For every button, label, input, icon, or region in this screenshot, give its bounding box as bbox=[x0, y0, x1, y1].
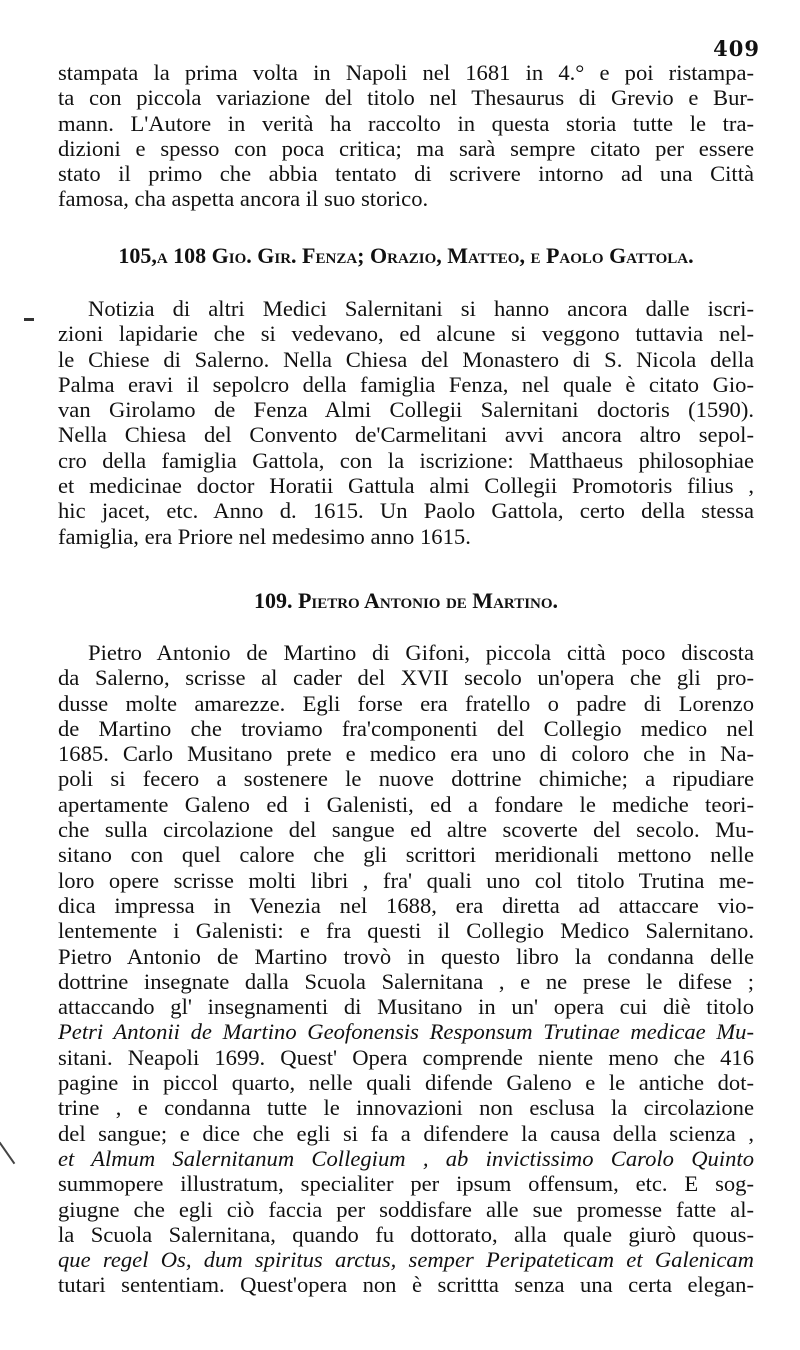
page-number: 409 bbox=[713, 36, 760, 61]
text-line: zioni lapidarie che si vedevano, ed alcune si veggono tuttavia nel- bbox=[58, 321, 754, 347]
text-line: sitani. Neapoli 1699. Quest' Opera comprende niente meno che 416 bbox=[58, 1044, 754, 1070]
text-line: dusse molte amarezze. Egli forse era fratello o padre di Lorenzo bbox=[58, 690, 754, 716]
text-line: de Martino che troviamo fra'componenti del Collegio medico nel bbox=[58, 715, 754, 741]
text-line: mann. L'Autore in verità ha raccolto in questa storia tutte le tra- bbox=[58, 110, 754, 136]
text-line: famiglia, era Priore nel medesimo anno 1615. bbox=[58, 523, 471, 549]
section-109-body bbox=[58, 640, 754, 1298]
text-line: da Salerno, scrisse al cader del XVII secolo un'opera che gli pro- bbox=[58, 665, 754, 691]
text-line: ta con piccola variazione del titolo nel Thesaurus di Grevio e Bur- bbox=[58, 85, 754, 111]
text-line: tutari sententiam. Quest'opera non è scrittta senza una certa elegan- bbox=[58, 1272, 754, 1298]
text-line: famosa, cha aspetta ancora il suo storico. bbox=[58, 186, 429, 212]
text-line: la Scuola Salernitana, quando fu dottorato, alla quale giurò quous- bbox=[58, 1221, 754, 1247]
text-line: poli si fecero a sostenere le nuove dottrine chimiche; a ripudiare bbox=[58, 766, 754, 792]
text-line: lentemente i Galenisti: e fra questi il Collegio Medico Salernitano. bbox=[58, 918, 754, 944]
text-line: dica impressa in Venezia nel 1688, era diretta ad attaccare vio- bbox=[58, 892, 754, 918]
text-line: Pietro Antonio de Martino di Gifoni, piccola città poco discosta bbox=[88, 640, 754, 665]
text-line: del sangue; e dice che egli si fa a difendere la causa della scienza , bbox=[58, 1120, 754, 1146]
section-heading-109: 109. Pietro Antonio de Martino. bbox=[253, 588, 559, 613]
text-line: sitano con quel calore che gli scrittori meridionali mettono nelle bbox=[58, 842, 754, 868]
text-line: et Almum Salernitanum Collegium , ab invictissimo Carolo Quinto bbox=[58, 1145, 754, 1171]
text-line: hic jacet, etc. Anno d. 1615. Un Paolo Gattola, certo della stessa bbox=[58, 498, 754, 524]
text-line: Notizia di altri Medici Salernitani si hanno ancora dalle iscri- bbox=[88, 296, 754, 321]
text-line: pagine in piccol quarto, nelle quali difende Galeno e le antiche dot- bbox=[58, 1070, 754, 1096]
margin-mark bbox=[24, 318, 34, 321]
text-line: 1685. Carlo Musitano prete e medico era uno di coloro che in Na- bbox=[58, 741, 754, 767]
text-line: che sulla circolazione del sangue ed altre scoverte del secolo. Mu- bbox=[58, 817, 754, 843]
intro-paragraph bbox=[58, 60, 754, 212]
text-line: cro della famiglia Gattola, con la iscrizione: Matthaeus philosophiae bbox=[58, 447, 754, 473]
text-line: summopere illustratum, specialiter per ipsum offensum, etc. E sog- bbox=[58, 1171, 754, 1197]
text-line: Petri Antonii de Martino Geofonensis Responsum Trutinae medicae Mu- bbox=[58, 1019, 754, 1045]
text-line: Palma eravi il sepolcro della famiglia Fenza, nel quale è citato Gio- bbox=[58, 371, 754, 397]
text-line: Nella Chiesa del Convento de'Carmelitani avvi ancora altro sepol- bbox=[58, 422, 754, 448]
text-line: Pietro Antonio de Martino trovò in questo libro la condanna delle bbox=[58, 943, 754, 969]
text-line: et medicinae doctor Horatii Gattula almi Collegii Promotoris filius , bbox=[58, 473, 754, 499]
section-105-body bbox=[58, 296, 754, 549]
text-line: dottrine insegnate dalla Scuola Salernitana , e ne prese le difese ; bbox=[58, 968, 754, 994]
section-heading-105: 105,a 108 Gio. Gir. Fenza; Orazio, Matteo, e Paolo Gattola. bbox=[118, 243, 694, 268]
text-line: que regel Os, dum spiritus arctus, semper Peripateticam et Galenicam bbox=[58, 1247, 754, 1273]
text-line: giugne che egli ciò faccia per soddisfare alle sue promesse fatte al- bbox=[58, 1196, 754, 1222]
text-line: van Girolamo de Fenza Almi Collegii Salernitani doctoris (1590). bbox=[58, 397, 754, 423]
text-line: trine , e condanna tutte le innovazioni non esclusa la circolazione bbox=[58, 1095, 754, 1121]
page-edge-mark bbox=[0, 1142, 15, 1164]
text-line: attaccando gl' insegnamenti di Musitano in un' opera cui diè titolo bbox=[58, 994, 754, 1020]
text-line: stato il primo che abbia tentato di scrivere intorno ad una Città bbox=[58, 161, 754, 187]
text-line: stampata la prima volta in Napoli nel 1681 in 4.° e poi ristampa- bbox=[58, 60, 754, 85]
text-line: loro opere scrisse molti libri , fra' quali uno col titolo Trutina me- bbox=[58, 867, 754, 893]
text-line: dizioni e spesso con poca critica; ma sarà sempre citato per essere bbox=[58, 135, 754, 161]
text-line: apertamente Galeno ed i Galenisti, ed a fondare le mediche teori- bbox=[58, 791, 754, 817]
text-line: le Chiese di Salerno. Nella Chiesa del Monastero di S. Nicola della bbox=[58, 346, 754, 372]
